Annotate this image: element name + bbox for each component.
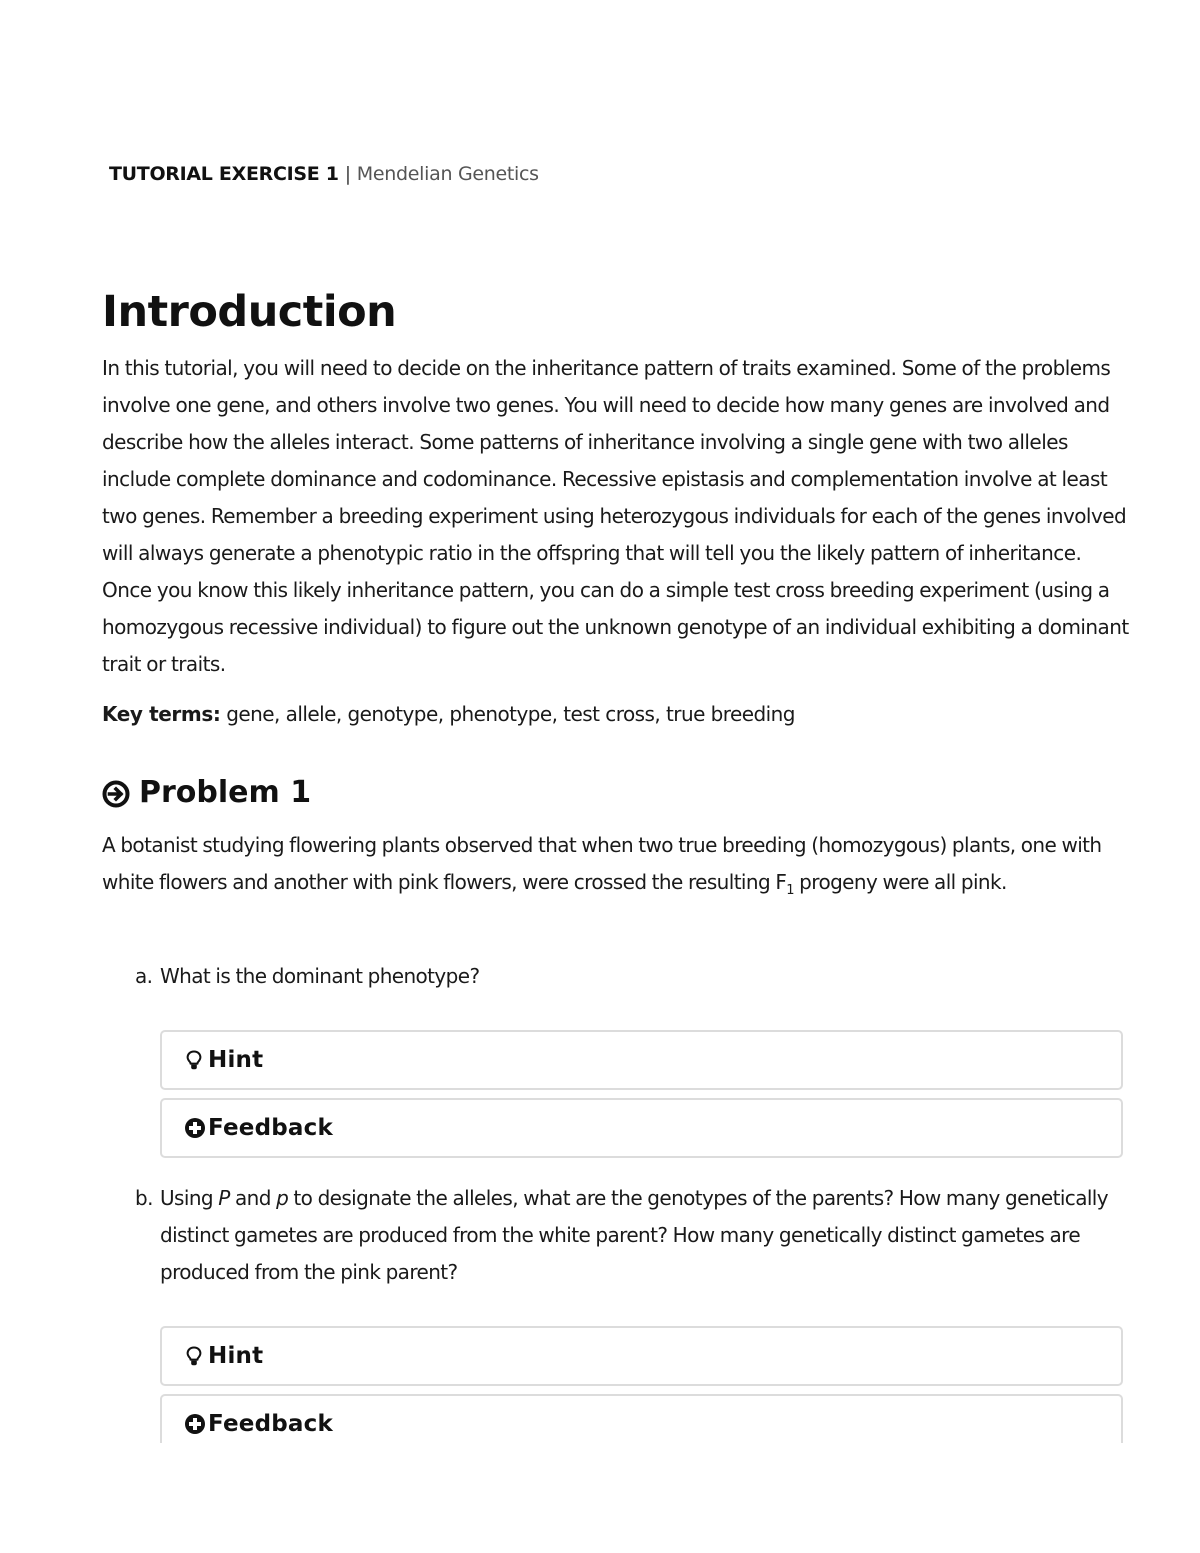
introduction-heading: Introduction [102, 287, 397, 337]
question-a [135, 958, 1115, 995]
question-b-text-part: to designate the alleles, what are the genotypes of the parents? How many genetically distinct gametes are produced from the white parent? How many genetically distinct gametes are produced from the pink parent? [160, 1186, 1109, 1284]
key-terms-label: Key terms: [102, 702, 221, 726]
question-b-text-part: and [229, 1186, 277, 1210]
hint-label: Hint [208, 1343, 264, 1369]
exercise-label: TUTORIAL EXERCISE 1 [109, 163, 339, 185]
circle-plus-icon [184, 1413, 204, 1435]
question-b-label: b. [135, 1186, 153, 1210]
problem-1-title: Problem 1 [139, 775, 312, 810]
question-b [135, 1180, 1115, 1291]
question-b-hint-button[interactable] [160, 1326, 1123, 1386]
introduction-paragraph: In this tutorial, you will need to decide on the inheritance pattern of traits examined. Some of the problems involve one gene, and others involve two genes. You will need to decide how many genes are involved and describe how the alleles interact. Some patterns of inheritance involving a single gene with two alleles include complete dominance and codominance. Recessive epistasis and complementation involve at least two genes. Remember a breeding experiment using heterozygous individuals for each of the genes involved will always generate a phenotypic ratio in the offspring that will tell you the likely pattern of inheritance. Once you know this likely inheritance pattern, you can do a simple test cross breeding experiment (using a homozygous recessive individual) to figure out the unknown genotype of an individual exhibiting a dominant trait or traits. [102, 356, 1129, 676]
key-terms-list: gene, allele, genotype, phenotype, test cross, true breeding [226, 702, 795, 726]
header-separator: | [344, 163, 351, 185]
problem-1-heading [102, 773, 311, 813]
key-terms [102, 697, 1132, 731]
feedback-label: Feedback [208, 1411, 333, 1437]
lightbulb-icon [184, 1345, 204, 1367]
hint-label: Hint [208, 1047, 264, 1073]
question-a-hint-button[interactable] [160, 1030, 1123, 1090]
lightbulb-icon [184, 1049, 204, 1071]
circle-plus-icon [184, 1117, 204, 1139]
problem-text-continued: progeny were all pink. [793, 870, 1007, 894]
question-a-text: What is the dominant phenotype? [160, 964, 480, 988]
page-header [109, 161, 539, 187]
f1-subscript: 1 [786, 883, 794, 898]
question-a-feedback-button[interactable] [160, 1098, 1123, 1158]
subject-label: Mendelian Genetics [356, 163, 539, 185]
allele-recessive: p [276, 1186, 289, 1210]
question-b-feedback-button[interactable] [160, 1394, 1123, 1443]
feedback-label: Feedback [208, 1115, 333, 1141]
question-b-text [160, 1180, 1115, 1291]
question-a-label: a. [135, 964, 153, 988]
problem-text: A botanist studying flowering plants observed that when two true breeding (homozygous) plants, one with white flowers and another with pink flowers, were crossed the resulting F [102, 833, 1102, 894]
allele-dominant: P [218, 1186, 230, 1210]
question-b-text-part: Using [160, 1186, 219, 1210]
circle-arrow-right-icon [102, 779, 130, 807]
problem-1-statement [102, 827, 1132, 901]
